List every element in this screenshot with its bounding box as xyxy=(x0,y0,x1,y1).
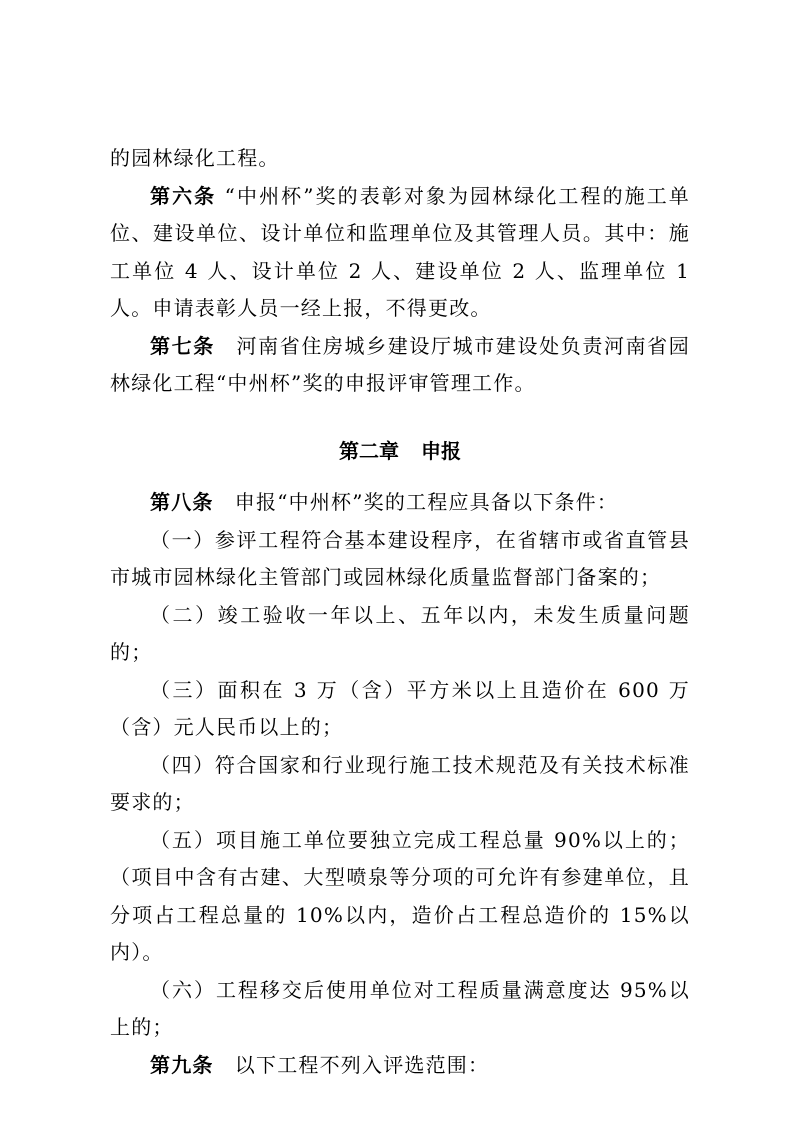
chapter-2-title: 申报 xyxy=(421,438,461,463)
article-7-text: 河南省住房城乡建设厅城市建设处负责河南省园林绿化工程“中州杯”奖的申报评审管理工作。 xyxy=(110,333,690,395)
article-8-label: 第八条 xyxy=(150,490,214,514)
chapter-2-number: 第二章 xyxy=(339,438,399,463)
condition-item-5: （五）项目施工单位要独立完成工程总量 90%以上的；（项目中含有古建、大型喷泉等分项的可允许有参建单位，且分项占工程总量的 10%以内，造价占工程总造价的 15%以内）。 xyxy=(110,827,690,964)
continued-paragraph xyxy=(110,140,690,178)
article-6-label: 第六条 xyxy=(150,183,217,208)
condition-item-1: （一）参评工程符合基本建设程序，在省辖市或省直管县市城市园林绿化主管部门或园林绿化质量监督部门备案的； xyxy=(110,527,690,589)
article-7 xyxy=(110,328,690,403)
condition-item-6: （六）工程移交后使用单位对工程质量满意度达 95%以上的； xyxy=(110,977,690,1039)
article-7-label: 第七条 xyxy=(150,333,215,358)
article-6-text: “中州杯”奖的表彰对象为园林绿化工程的施工单位、建设单位、设计单位和监理单位及其管理人员。其中：施工单位 4 人、设计单位 2 人、建设单位 2 人、监理单位 1 人。申请表彰人员一经上报，不得更改。 xyxy=(110,183,691,320)
article-6 xyxy=(110,178,690,328)
chapter-2-heading xyxy=(110,433,690,471)
article-9 xyxy=(110,1047,690,1085)
article-9-text: 以下工程不列入评选范围： xyxy=(213,1052,490,1077)
article-9-label: 第九条 xyxy=(150,1052,214,1077)
condition-item-2: （二）竣工验收一年以上、五年以内，未发生质量问题的； xyxy=(110,602,690,664)
article-8-text: 申报“中州杯”奖的工程应具备以下条件： xyxy=(213,490,619,514)
condition-item-4: （四）符合国家和行业现行施工技术规范及有关技术标准要求的； xyxy=(110,752,690,814)
document-page xyxy=(110,140,690,1084)
article-8 xyxy=(110,484,690,522)
condition-item-3: （三）面积在 3 万（含）平方米以上且造价在 600 万（含）元人民币以上的； xyxy=(110,677,690,739)
continued-text: 的园林绿化工程。 xyxy=(110,146,280,170)
